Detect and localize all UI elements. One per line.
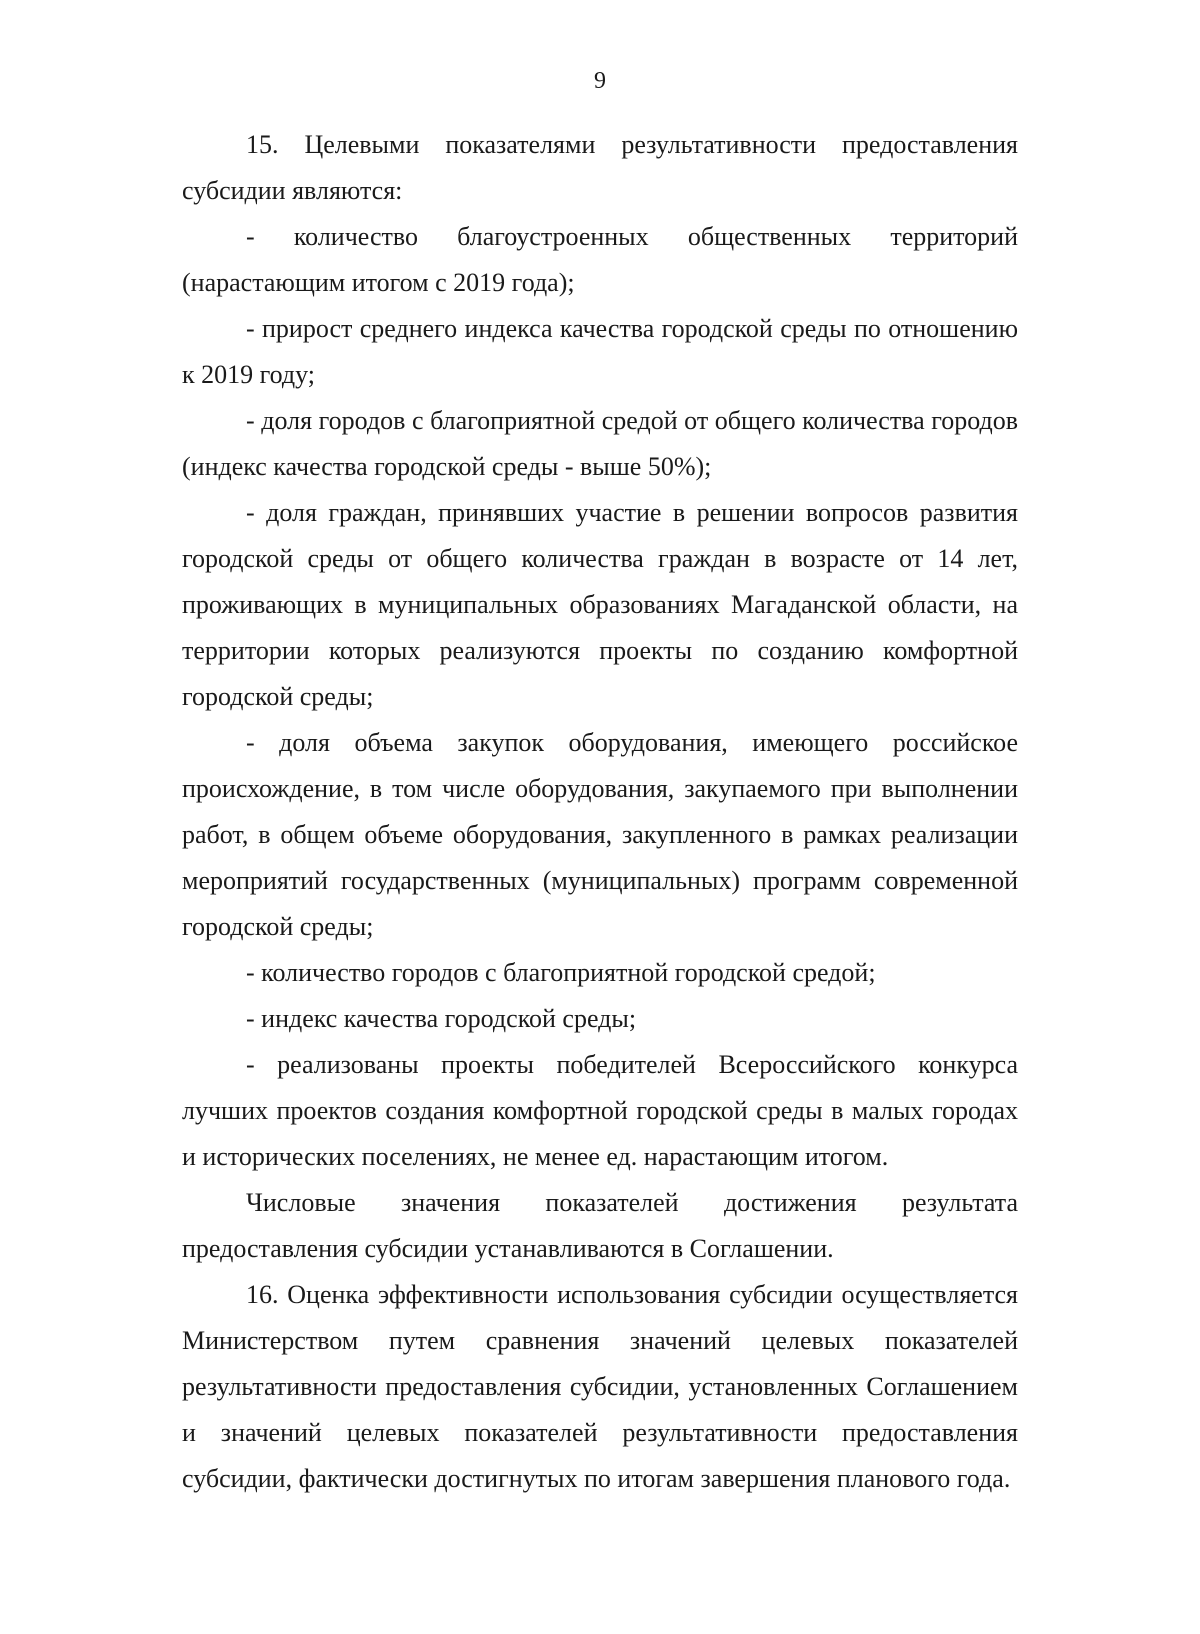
list-item-russian-equipment-share: - доля объема закупок оборудования, имеющего российское происхождение, в том числе оборудования, закупаемого при выполнении работ, в общем объеме оборудования, закупленного в рамках реализации мероприятий государственных (муниципальных) программ современной городской среды; <box>182 728 1018 941</box>
paragraph-numeric-values: Числовые значения показателей достижения результата предоставления субсидии устанавливаются в Соглашении. <box>182 1188 1018 1263</box>
list-item-public-territories: - количество благоустроенных общественных территорий (нарастающим итогом с 2019 года); <box>182 222 1018 297</box>
list-item-favorable-cities-count: - количество городов с благоприятной городской средой; <box>246 958 876 987</box>
paragraph-16-evaluation: 16. Оценка эффективности использования субсидии осуществляется Министерством путем сравнения значений целевых показателей результативности предоставления субсидии, установленных Соглашением и значений целевых показателей результативности предоставления субсидии, фактически достигнутых по итогам завершения планового года. <box>182 1280 1018 1493</box>
document-body <box>182 122 1018 1502</box>
list-item-contest-projects: - реализованы проекты победителей Всероссийского конкурса лучших проектов создания комфортной городской среды в малых городах и исторических поселениях, не менее ед. нарастающим итогом. <box>182 1050 1018 1171</box>
paragraph-15-intro: 15. Целевыми показателями результативности предоставления субсидии являются: <box>182 130 1018 205</box>
list-item-favorable-cities-share: - доля городов с благоприятной средой от общего количества городов (индекс качества городской среды - выше 50%); <box>182 406 1018 481</box>
list-item-quality-index: - индекс качества городской среды; <box>246 1004 637 1033</box>
list-item-quality-index-growth: - прирост среднего индекса качества городской среды по отношению к 2019 году; <box>182 314 1018 389</box>
list-item-citizen-participation: - доля граждан, принявших участие в решении вопросов развития городской среды от общего количества граждан в возрасте от 14 лет, проживающих в муниципальных образованиях Магаданской области, на территории которых реализуются проекты по созданию комфортной городской среды; <box>182 498 1018 711</box>
page-number: 9 <box>594 68 606 94</box>
